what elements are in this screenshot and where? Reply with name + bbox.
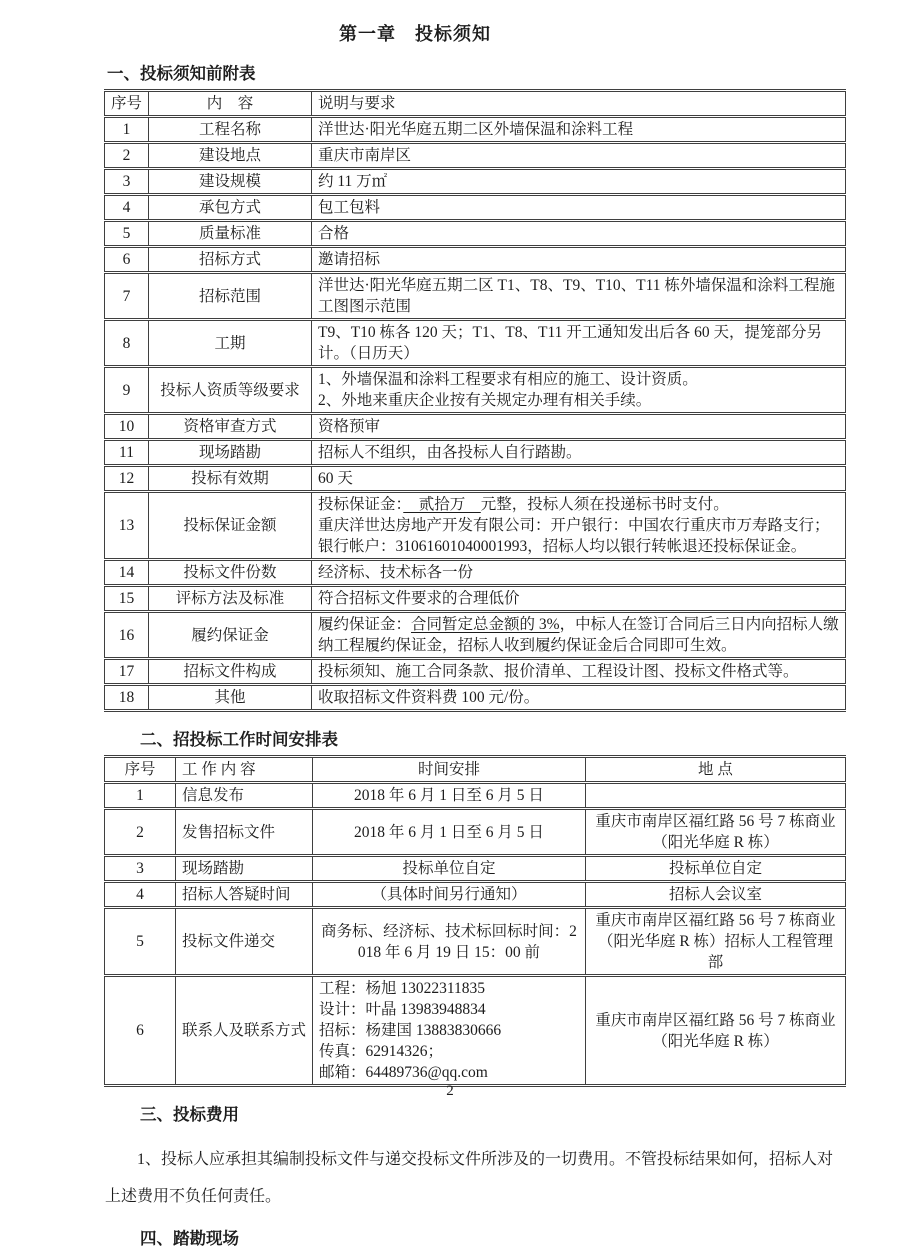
row-no: 17: [105, 659, 149, 685]
table-row: [105, 247, 846, 273]
col-header-place: 地 点: [586, 757, 846, 783]
row-desc: 洋世达·阳光华庭五期二区 T1、T8、T9、T10、T11 栋外墙保温和涂料工程施工图图示范围: [312, 273, 846, 320]
qualification-line-2: 2、外地来重庆企业按有关规定办理有相关手续。: [318, 392, 652, 409]
row-desc: 履约保证金：合同暂定总金额的 3%，中标人在签订合同后三日内向招标人缴纳工程履约保证金，招标人收到履约保证金后合同即可生效。: [312, 612, 846, 659]
row-item: 建设规模: [149, 169, 312, 195]
section1-heading: 一、投标须知前附表: [107, 64, 256, 83]
row-task: 现场踏勘: [176, 856, 313, 882]
section4-heading: 四、踏勘现场: [140, 1229, 239, 1248]
contact-engineering: 工程：杨旭 13022311835: [319, 980, 486, 997]
row-no: 3: [105, 169, 149, 195]
table-row: [105, 882, 846, 908]
row-no: 4: [105, 195, 149, 221]
table-row: [105, 320, 846, 367]
table-row: [105, 809, 846, 856]
row-item: 投标保证金额: [149, 492, 312, 560]
table-header-row: [105, 91, 846, 117]
contact-tendering: 招标：杨建国 13883830666: [319, 1022, 502, 1039]
col-header-task: 工 作 内 容: [176, 757, 313, 783]
row-desc: 重庆市南岸区: [312, 143, 846, 169]
row-no: 15: [105, 586, 149, 612]
row-no: 8: [105, 320, 149, 367]
row-item: 现场踏勘: [149, 440, 312, 466]
section3-heading: 三、投标费用: [140, 1105, 239, 1124]
col-header-desc: 说明与要求: [312, 91, 846, 117]
contact-email: 邮箱：64489736@qq.com: [319, 1064, 488, 1081]
table-row: [105, 856, 846, 882]
bid-cost-paragraph: 1、投标人应承担其编制投标文件与递交投标文件所涉及的一切费用。不管投标结果如何，招标人对上述费用不负任何责任。: [105, 1151, 834, 1205]
schedule-table: [104, 755, 846, 1087]
row-no: 6: [105, 976, 176, 1086]
row-no: 1: [105, 783, 176, 809]
table-row: [105, 560, 846, 586]
table-row: [105, 169, 846, 195]
table-row: [105, 783, 846, 809]
row-no: 1: [105, 117, 149, 143]
table-row: [105, 659, 846, 685]
performance-bond-underlined: 合同暂定总金额的 3%: [411, 616, 560, 633]
row-no: 11: [105, 440, 149, 466]
row-desc: 招标人不组织，由各投标人自行踏勘。: [312, 440, 846, 466]
contact-design: 设计：叶晶 13983948834: [319, 1001, 486, 1018]
page-title: 第一章 投标须知: [339, 24, 491, 44]
row-item: 工期: [149, 320, 312, 367]
row-item: 其他: [149, 685, 312, 711]
row-item: 评标方法及标准: [149, 586, 312, 612]
row-place: 重庆市南岸区福红路 56 号 7 栋商业（阳光华庭 R 栋）: [586, 976, 846, 1086]
col-header-time: 时间安排: [313, 757, 586, 783]
col-header-no: 序号: [105, 91, 149, 117]
row-no: 7: [105, 273, 149, 320]
row-contacts: [313, 976, 586, 1086]
page-number: 2: [446, 1083, 454, 1099]
row-place: 投标单位自定: [586, 856, 846, 882]
row-no: 10: [105, 414, 149, 440]
row-place: 重庆市南岸区福红路 56 号 7 栋商业（阳光华庭 R 栋）招标人工程管理部: [586, 908, 846, 976]
contact-fax: 传真：62914326；: [319, 1043, 444, 1060]
row-no: 14: [105, 560, 149, 586]
row-task: 发售招标文件: [176, 809, 313, 856]
bid-instructions-table: [104, 89, 846, 712]
row-desc: 洋世达·阳光华庭五期二区外墙保温和涂料工程: [312, 117, 846, 143]
table-row: [105, 685, 846, 711]
row-item: 承包方式: [149, 195, 312, 221]
table-row: [105, 117, 846, 143]
table-row: [105, 221, 846, 247]
row-desc: 经济标、技术标各一份: [312, 560, 846, 586]
table-row: [105, 273, 846, 320]
row-item: 建设地点: [149, 143, 312, 169]
row-time: （具体时间另行通知）: [313, 882, 586, 908]
row-no: 5: [105, 908, 176, 976]
row-desc: 邀请招标: [312, 247, 846, 273]
row-place: 招标人会议室: [586, 882, 846, 908]
row-item: 招标方式: [149, 247, 312, 273]
row-no: 2: [105, 143, 149, 169]
row-no: 9: [105, 367, 149, 414]
row-no: 4: [105, 882, 176, 908]
row-item: 履约保证金: [149, 612, 312, 659]
row-desc: 60 天: [312, 466, 846, 492]
table-row: [105, 367, 846, 414]
deposit-line-1: 投标保证金： 贰拾万 元整，投标人须在投递标书时支付。: [318, 496, 729, 513]
row-time: 投标单位自定: [313, 856, 586, 882]
row-no: 3: [105, 856, 176, 882]
row-no: 2: [105, 809, 176, 856]
section2-heading: 二、招投标工作时间安排表: [140, 730, 338, 749]
row-item: 招标文件构成: [149, 659, 312, 685]
table-row: [105, 908, 846, 976]
row-no: 13: [105, 492, 149, 560]
row-time: 2018 年 6 月 1 日至 6 月 5 日: [313, 809, 586, 856]
row-desc: [312, 492, 846, 560]
qualification-line-1: 1、外墙保温和涂料工程要求有相应的施工、设计资质。: [318, 371, 698, 388]
row-desc: 资格预审: [312, 414, 846, 440]
row-item: 投标有效期: [149, 466, 312, 492]
table-row: [105, 612, 846, 659]
table-row: [105, 466, 846, 492]
row-desc: [312, 367, 846, 414]
row-item: 资格审查方式: [149, 414, 312, 440]
row-item: 投标人资质等级要求: [149, 367, 312, 414]
row-no: 12: [105, 466, 149, 492]
row-desc: 约 11 万㎡: [312, 169, 846, 195]
row-desc: 包工包料: [312, 195, 846, 221]
row-item: 质量标准: [149, 221, 312, 247]
row-place: 重庆市南岸区福红路 56 号 7 栋商业（阳光华庭 R 栋）: [586, 809, 846, 856]
row-no: 16: [105, 612, 149, 659]
row-no: 6: [105, 247, 149, 273]
deposit-amount-underlined: 贰拾万: [403, 496, 481, 513]
col-header-item: 内 容: [149, 91, 312, 117]
row-desc: 合格: [312, 221, 846, 247]
row-desc: 符合招标文件要求的合理低价: [312, 586, 846, 612]
table-row: [105, 414, 846, 440]
row-desc: 投标须知、施工合同条款、报价清单、工程设计图、投标文件格式等。: [312, 659, 846, 685]
deposit-line-3: 银行帐户：31061601040001993，招标人均以银行转帐退还投标保证金。: [318, 538, 807, 555]
col-header-no: 序号: [105, 757, 176, 783]
row-task: 联系人及联系方式: [176, 976, 313, 1086]
row-task: 信息发布: [176, 783, 313, 809]
row-item: 招标范围: [149, 273, 312, 320]
table-row: [105, 195, 846, 221]
row-no: 18: [105, 685, 149, 711]
table-header-row: [105, 757, 846, 783]
row-time: 商务标、经济标、技术标回标时间：2018 年 6 月 19 日 15：00 前: [313, 908, 586, 976]
table-row: [105, 586, 846, 612]
table-row: [105, 143, 846, 169]
row-desc: 收取招标文件资料费 100 元/份。: [312, 685, 846, 711]
row-time: 2018 年 6 月 1 日至 6 月 5 日: [313, 783, 586, 809]
row-desc: T9、T10 栋各 120 天；T1、T8、T11 开工通知发出后各 60 天，提笼部分另计。（日历天）: [312, 320, 846, 367]
row-place: [586, 783, 846, 809]
row-item: 投标文件份数: [149, 560, 312, 586]
row-no: 5: [105, 221, 149, 247]
deposit-line-2: 重庆洋世达房地产开发有限公司：开户银行：中国农行重庆市万寿路支行；: [318, 517, 830, 534]
row-task: 投标文件递交: [176, 908, 313, 976]
row-item: 工程名称: [149, 117, 312, 143]
table-row: [105, 976, 846, 1086]
row-task: 招标人答疑时间: [176, 882, 313, 908]
table-row: [105, 440, 846, 466]
table-row: [105, 492, 846, 560]
